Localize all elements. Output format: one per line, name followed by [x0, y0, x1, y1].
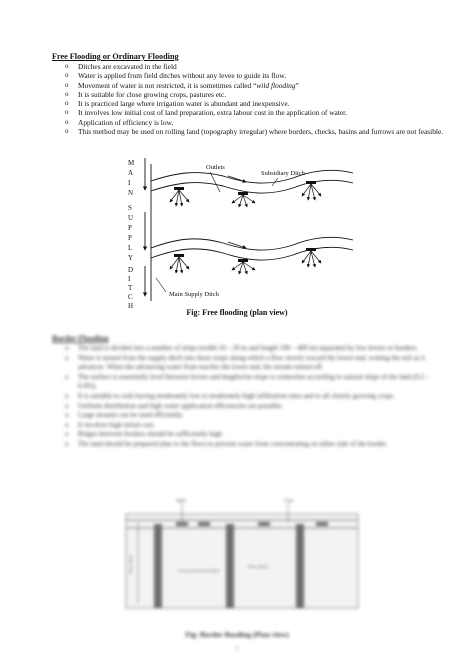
list-item: o The land is divided into a number of strips (width 10 – 20 m and length 100 – 400 m) separated by low levees or borders.: [65, 344, 418, 352]
bullet-mark: o: [65, 108, 69, 117]
free-flooding-figure: [118, 156, 378, 310]
list-item: o It is practiced large where irrigation water is abundant and inexpensive.: [65, 99, 290, 109]
main-supply-ditch-label: Main Supply Ditch: [169, 291, 219, 298]
list-item: o Large streams can be used efficiently.: [65, 411, 184, 420]
figure2-caption: Fig: Border flooding (Plan view): [185, 630, 289, 639]
list-item: o It involves high initial cost.: [65, 420, 155, 429]
bullet-mark: o: [65, 117, 69, 126]
section-heading-free-flooding: Free Flooding or Ordinary Flooding: [52, 52, 179, 61]
outlet-blocks: [174, 181, 316, 262]
bullet-mark: o: [65, 89, 69, 98]
svg-text:P: P: [128, 234, 132, 242]
border-flooding-figure: [118, 494, 368, 614]
subsidiary-ditch-label: Subsidiary Ditch: [261, 170, 305, 177]
main-supply-ditch-lines: [145, 158, 151, 301]
bullet-mark: o: [65, 71, 69, 80]
bullet-mark: o: [65, 99, 69, 108]
svg-text:M: M: [128, 159, 135, 167]
wild-flooding-term: wild flooding: [256, 80, 296, 90]
gate-label: Gate: [284, 499, 294, 504]
bullet-mark: o: [65, 62, 69, 70]
svg-text:I: I: [128, 179, 131, 187]
svg-text:H: H: [128, 302, 134, 310]
border-flooding-bullet-list: [65, 344, 445, 450]
list-item: o Ridges between borders should be sufficiently high.: [65, 430, 224, 439]
list-item: o The land should be prepared (due to the flow) to prevent water from concentrating on either side of the border.: [65, 439, 388, 448]
list-item: o Ditches are excavated in the field: [65, 62, 177, 71]
list-item: o This method may be used on rolling land (topography irregular) where borders, checks, basins and furrows are not feasible.: [65, 127, 444, 137]
svg-text:P: P: [128, 224, 132, 232]
list-item: o Movement of water is not restricted, it is sometimes called “wild flooding”: [65, 80, 299, 90]
svg-text:S: S: [128, 204, 132, 212]
list-item: o The surface is essentially level between levees and lengthwise slope is somewhat according to natural slope of the land (0.2 – 0.4%).: [65, 372, 430, 391]
list-item: o Application of efficiency is low.: [65, 117, 174, 127]
figure1-caption: Fig: Free flooding (plan view): [186, 308, 288, 317]
section-heading-border-flooding: Border Flooding: [52, 334, 109, 343]
bullet-mark: o: [65, 80, 69, 89]
main-supply-ditch-vertical-label: [128, 159, 135, 310]
list-item: o It is suitable to soils having moderately low to moderately high infiltration rates and to all closely growing crops.: [65, 391, 395, 400]
svg-text:T: T: [128, 284, 133, 292]
list-item: o It involves low initial cost of land preparation, extra labour cost in the application of water.: [65, 108, 348, 118]
list-item: o It is suitable for close growing crops, pastures etc.: [65, 89, 227, 99]
page-number: 2: [235, 646, 239, 652]
outlets-label: Outlets: [206, 164, 225, 171]
ditch-flow-arrows: [228, 176, 246, 248]
svg-text:U: U: [128, 214, 134, 222]
svg-text:L: L: [128, 244, 133, 252]
svg-text:Y: Y: [128, 254, 134, 262]
svg-text:C: C: [128, 293, 133, 301]
bullet-mark: o: [65, 127, 69, 136]
spile-label: Spile: [176, 499, 187, 504]
svg-text:I: I: [128, 275, 131, 283]
list-item: o Water is applied from field ditches without any levee to guide its flow.: [65, 71, 287, 81]
width-dimension-label: 10 to 20 m: [128, 554, 133, 574]
list-item: o Water is turned from the supply ditch into these strips along which a flow slowly toward the lower end, wetting the soil as it advances. When the advancing water front reaches the lower end, the stream turned off.: [65, 353, 426, 372]
free-flooding-bullet-list: [65, 62, 445, 136]
svg-text:D: D: [128, 266, 134, 274]
svg-text:N: N: [128, 189, 134, 197]
flow-label: Flow (Ref): [248, 564, 268, 569]
svg-text:A: A: [128, 169, 134, 177]
list-item: o Uniform distribution and high water application efficiencies are possible.: [65, 401, 283, 410]
levee-label: Levee between borders: [178, 568, 220, 573]
